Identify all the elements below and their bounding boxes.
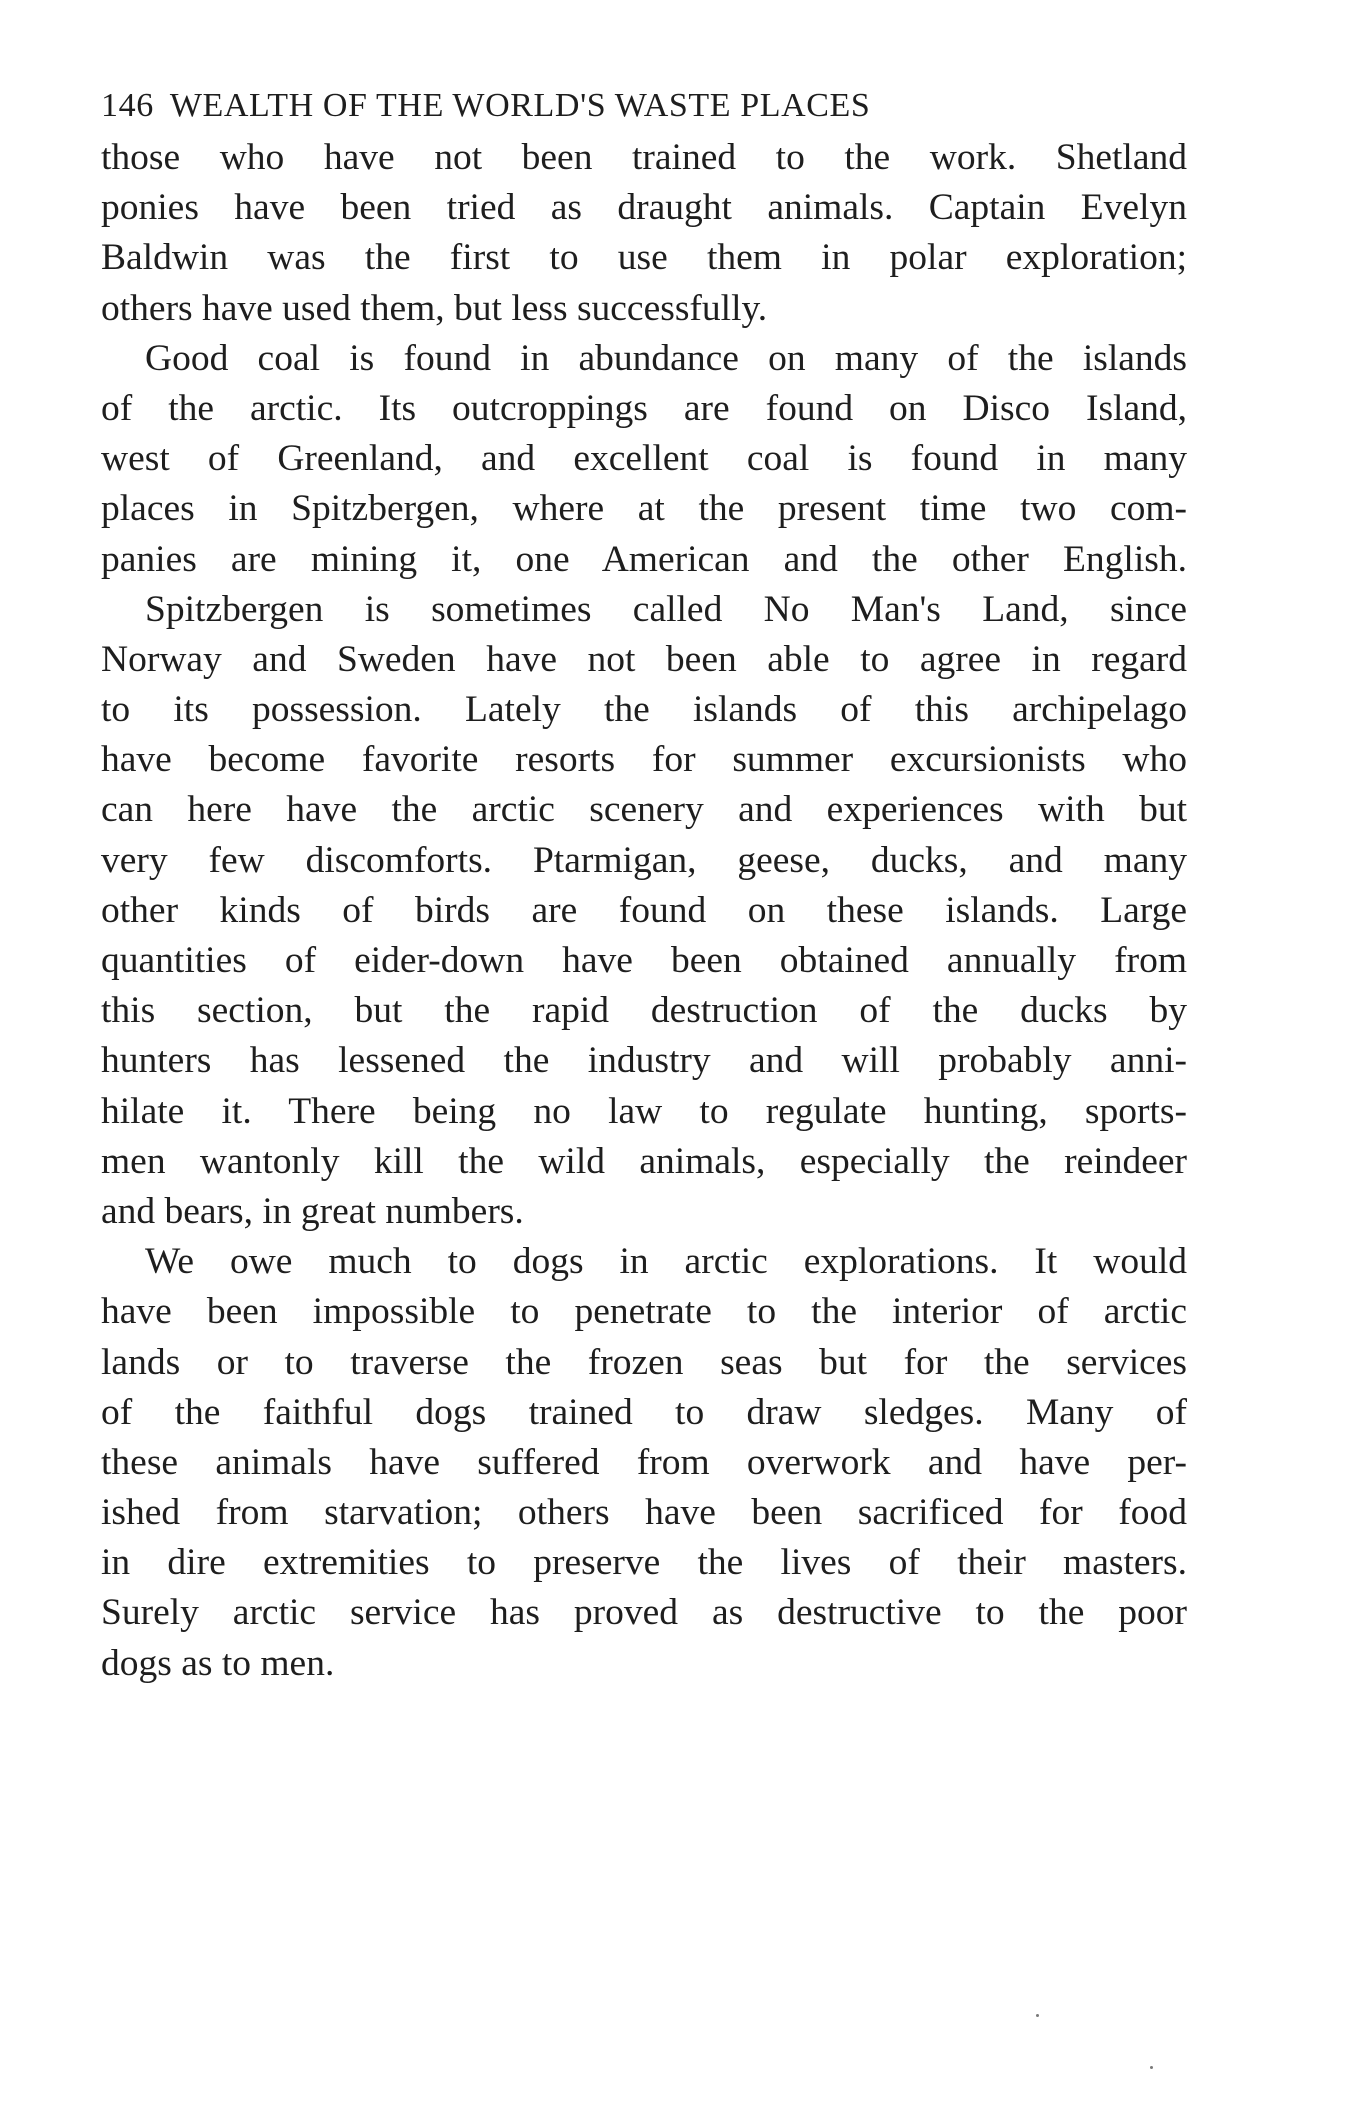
text-line: ished from starvation; others have been sacrificed for food — [101, 1492, 1187, 1534]
body-text — [101, 133, 1187, 1689]
text-line: very few discomforts. Ptarmigan, geese, ducks, and many — [101, 839, 1187, 881]
text-line: and bears, in great numbers. — [101, 1190, 524, 1232]
paper-speck — [1036, 2014, 1039, 2017]
text-line: Spitzbergen is sometimes called No Man's Land, since — [145, 588, 1187, 630]
text-line: of the faithful dogs trained to draw sledges. Many of — [101, 1391, 1187, 1433]
text-line: Good coal is found in abundance on many of the islands — [145, 337, 1187, 379]
text-line: have been impossible to penetrate to the interior of arctic — [101, 1291, 1187, 1333]
text-line: west of Greenland, and excellent coal is found in many — [101, 438, 1187, 480]
book-page — [101, 82, 1187, 1689]
text-line: to its possession. Lately the islands of this archipelago — [101, 689, 1187, 731]
text-line: lands or to traverse the frozen seas but for the services — [101, 1341, 1187, 1383]
text-line: can here have the arctic scenery and experiences with but — [101, 789, 1187, 831]
text-line: dogs as to men. — [101, 1642, 335, 1684]
text-line: those who have not been trained to the work. Shetland — [101, 137, 1187, 178]
paper-speck — [1150, 2066, 1153, 2069]
text-line: hunters has lessened the industry and will probably anni- — [101, 1040, 1187, 1082]
text-line: hilate it. There being no law to regulate hunting, sports- — [101, 1090, 1187, 1132]
text-line: men wantonly kill the wild animals, especially the reindeer — [101, 1140, 1187, 1182]
text-line: quantities of eider-down have been obtained annually from — [101, 940, 1187, 981]
text-line: Norway and Sweden have not been able to agree in regard — [101, 638, 1187, 680]
text-line: We owe much to dogs in arctic explorations. It would — [145, 1241, 1187, 1283]
text-line: others have used them, but less successfully. — [101, 287, 768, 329]
text-line: Baldwin was the first to use them in polar exploration; — [101, 237, 1187, 279]
text-line: of the arctic. Its outcroppings are found on Disco Island, — [101, 387, 1187, 429]
text-line: ponies have been tried as draught animals. Captain Evelyn — [101, 187, 1187, 229]
text-line: other kinds of birds are found on these islands. Large — [101, 889, 1187, 931]
running-head — [101, 82, 1187, 130]
text-line: have become favorite resorts for summer excursionists who — [101, 739, 1187, 781]
text-line: places in Spitzbergen, where at the present time two com- — [101, 488, 1187, 530]
text-line: in dire extremities to preserve the lives of their masters. — [101, 1542, 1187, 1584]
text-line: these animals have suffered from overwork and have per- — [101, 1441, 1187, 1483]
text-line: this section, but the rapid destruction of the ducks by — [101, 990, 1187, 1032]
page-number: 146 — [101, 87, 154, 124]
text-line: panies are mining it, one American and the other English. — [101, 538, 1187, 580]
running-title: WEALTH OF THE WORLD'S WASTE PLACES — [169, 87, 871, 124]
text-line: Surely arctic service has proved as destructive to the poor — [101, 1592, 1187, 1634]
